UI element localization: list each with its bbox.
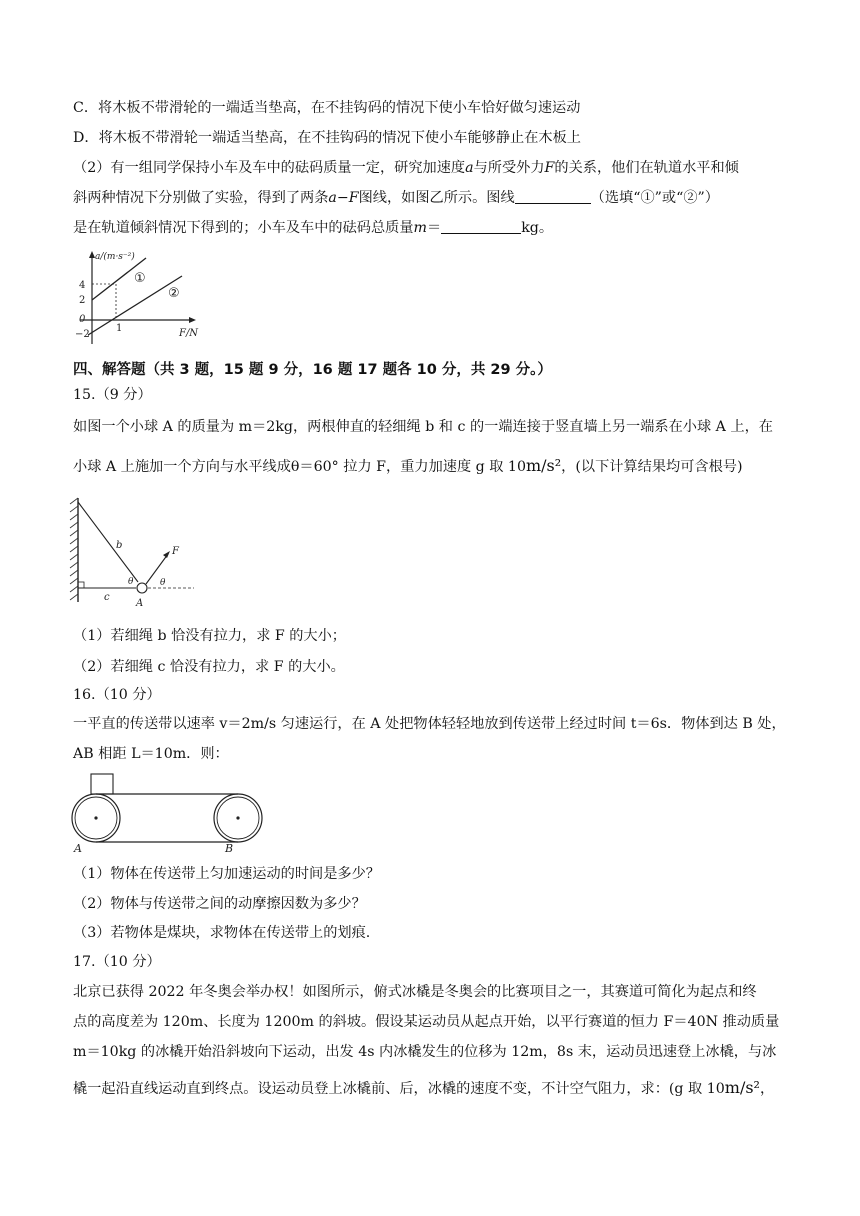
q15-sub1: （1）若细绳 b 恰没有拉力，求 F 的大小； [73,628,346,644]
q2-line3: 是在轨道倾斜情况下得到的；小车及车中的砝码总质量m＝ kg。 [73,220,554,236]
q17-line3: m＝10kg 的冰橇开始沿斜坡向下运动，出发 4s 内冰橇发生的位移为 12m，8s 末，运动员迅速登上冰橇，与冰 [73,1044,777,1060]
fig15-theta-1: θ [128,577,134,587]
q16-sub1: （1）物体在传送带上匀加速运动的时间是多少？ [73,866,380,882]
q17-line2: 点的高度差为 120m、长度为 1200m 的斜坡。假设某运动员从起点开始，以平行赛道的恒力 F＝40N 推动质量 [73,1014,780,1030]
graph-tick-0: 0 [79,314,86,325]
graph-ylabel: a/(m·s⁻²) [95,252,135,262]
option-d: D．将木板不带滑轮一端适当垫高，在不挂钩码的情况下使小车能够静止在木板上 [73,130,581,146]
graph-tick-2: 2 [79,295,86,306]
conveyor-figure [68,772,268,854]
q16-line2: AB 相距 L＝10m．则： [73,746,229,762]
q16-line1: 一平直的传送带以速率 v＝2m/s 匀速运行，在 A 处把物体轻轻地放到传送带上经过时间 t＝6s．物体到达 B 处， [73,716,786,732]
q15-line1: 如图一个小球 A 的质量为 m＝2kg，两根伸直的轻细绳 b 和 c 的一端连接于竖直墙上另一端系在小球 A 上，在 [73,419,773,435]
q16-number: 16.（10 分） [73,687,161,703]
q17-line4: 橇一起沿直线运动直到终点。设运动员登上冰橇前、后，冰橇的速度不变，不计空气阻力，求：(g 取 10m/s²， [73,1078,775,1097]
fig15-label-A: A [136,598,144,609]
conveyor-label-A: A [74,842,82,854]
answer-blank-line[interactable] [515,189,591,204]
q15-sub2: （2）若细绳 c 恰没有拉力，求 F 的大小。 [73,659,345,675]
fig15-label-c: c [104,592,110,603]
graph-tick-4: 4 [79,280,86,291]
q2-line1: （2）有一组同学保持小车及车中的砝码质量一定，研究加速度a与所受外力F的关系，他们在轨道水平和倾 [73,160,739,176]
graph-tick-1: 1 [116,323,123,334]
af-graph [74,248,204,348]
fig15-label-F: F [172,546,179,557]
q16-sub2: （2）物体与传送带之间的动摩擦因数为多少？ [73,896,366,912]
q2-line2: 斜两种情况下分别做了实验，得到了两条a−F图线，如图乙所示。图线 （选填“①”或“②”） [73,190,719,206]
q16-sub3: （3）若物体是煤块，求物体在传送带上的划痕. [73,925,371,941]
graph-tick-neg2: −2 [75,329,90,340]
q17-number: 17.（10 分） [73,954,161,970]
graph-xlabel: F/N [179,328,199,339]
fig15-label-b: b [116,540,123,551]
section-heading: 四、解答题（共 3 题，15 题 9 分，16 题 17 题各 10 分，共 29 分。） [73,362,552,378]
answer-blank-mass[interactable] [441,219,521,234]
conveyor-label-B: B [225,842,234,854]
graph-line2-label: ② [168,286,180,301]
fig15-theta-2: θ [160,578,166,588]
q15-figure [66,492,206,612]
graph-line1-label: ① [134,271,146,286]
q15-line2: 小球 A 上施加一个方向与水平线成θ＝60° 拉力 F，重力加速度 g 取 10m/s²，(以下计算结果均可含根号) [73,456,743,475]
q15-number: 15.（9 分） [73,387,152,403]
q17-line1: 北京已获得 2022 年冬奥会举办权！如图所示，俯式冰橇是冬奥会的比赛项目之一，其赛道可简化为起点和终 [73,984,757,1000]
option-c: C．将木板不带滑轮的一端适当垫高，在不挂钩码的情况下使小车恰好做匀速运动 [73,100,581,116]
